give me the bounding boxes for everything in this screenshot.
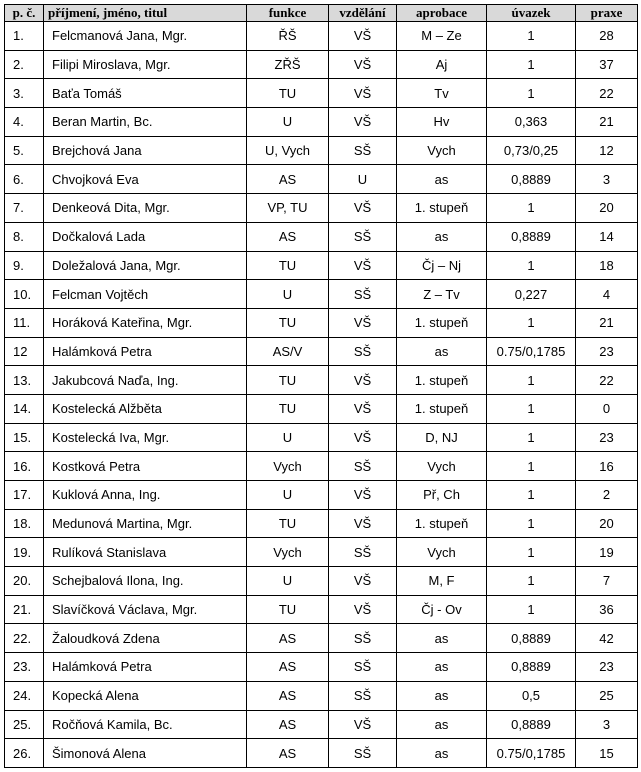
- cell-praxe: 20: [576, 509, 638, 538]
- cell-name: Filipi Miroslava, Mgr.: [44, 50, 247, 79]
- cell-vzdelani: SŠ: [329, 222, 397, 251]
- table-row: [5, 567, 638, 596]
- cell-name: Halámková Petra: [44, 653, 247, 682]
- cell-uvazek: 1: [487, 50, 576, 79]
- cell-num: 3.: [5, 79, 44, 108]
- cell-funkce: U: [247, 481, 329, 510]
- cell-num: 17.: [5, 481, 44, 510]
- cell-funkce: TU: [247, 595, 329, 624]
- cell-praxe: 18: [576, 251, 638, 280]
- cell-num: 2.: [5, 50, 44, 79]
- cell-vzdelani: VŠ: [329, 509, 397, 538]
- cell-uvazek: 1: [487, 366, 576, 395]
- cell-uvazek: 0.75/0,1785: [487, 337, 576, 366]
- cell-aprobace: Aj: [397, 50, 487, 79]
- cell-funkce: U: [247, 567, 329, 596]
- header-aprobace: aprobace: [397, 5, 487, 22]
- cell-uvazek: 1: [487, 394, 576, 423]
- table-row: [5, 710, 638, 739]
- cell-funkce: Vych: [247, 452, 329, 481]
- table-row: [5, 681, 638, 710]
- cell-vzdelani: SŠ: [329, 653, 397, 682]
- cell-uvazek: 0,363: [487, 108, 576, 137]
- cell-aprobace: 1. stupeň: [397, 509, 487, 538]
- table-row: [5, 423, 638, 452]
- cell-name: Doležalová Jana, Mgr.: [44, 251, 247, 280]
- cell-vzdelani: VŠ: [329, 251, 397, 280]
- cell-uvazek: 0,73/0,25: [487, 136, 576, 165]
- cell-funkce: AS: [247, 681, 329, 710]
- cell-num: 4.: [5, 108, 44, 137]
- cell-name: Chvojková Eva: [44, 165, 247, 194]
- cell-num: 10.: [5, 280, 44, 309]
- cell-vzdelani: SŠ: [329, 136, 397, 165]
- cell-vzdelani: SŠ: [329, 624, 397, 653]
- staff-table: [4, 4, 638, 768]
- cell-vzdelani: SŠ: [329, 452, 397, 481]
- cell-aprobace: as: [397, 222, 487, 251]
- cell-uvazek: 0.75/0,1785: [487, 739, 576, 768]
- cell-vzdelani: VŠ: [329, 710, 397, 739]
- cell-uvazek: 1: [487, 79, 576, 108]
- cell-num: 15.: [5, 423, 44, 452]
- cell-funkce: TU: [247, 79, 329, 108]
- cell-name: Kopecká Alena: [44, 681, 247, 710]
- cell-funkce: AS: [247, 165, 329, 194]
- cell-uvazek: 0,8889: [487, 653, 576, 682]
- cell-aprobace: M, F: [397, 567, 487, 596]
- table-row: [5, 194, 638, 223]
- cell-aprobace: 1. stupeň: [397, 194, 487, 223]
- cell-praxe: 42: [576, 624, 638, 653]
- cell-name: Beran Martin, Bc.: [44, 108, 247, 137]
- cell-num: 18.: [5, 509, 44, 538]
- cell-praxe: 23: [576, 337, 638, 366]
- cell-num: 6.: [5, 165, 44, 194]
- table-row: [5, 136, 638, 165]
- cell-name: Kostková Petra: [44, 452, 247, 481]
- table-row: [5, 452, 638, 481]
- cell-num: 5.: [5, 136, 44, 165]
- cell-aprobace: Vych: [397, 538, 487, 567]
- cell-praxe: 16: [576, 452, 638, 481]
- cell-name: Žaloudková Zdena: [44, 624, 247, 653]
- table-row: [5, 165, 638, 194]
- table-row: [5, 595, 638, 624]
- cell-vzdelani: SŠ: [329, 280, 397, 309]
- table-row: [5, 739, 638, 768]
- cell-aprobace: as: [397, 681, 487, 710]
- cell-name: Schejbalová Ilona, Ing.: [44, 567, 247, 596]
- cell-num: 26.: [5, 739, 44, 768]
- cell-uvazek: 0,8889: [487, 222, 576, 251]
- cell-vzdelani: VŠ: [329, 308, 397, 337]
- cell-aprobace: 1. stupeň: [397, 366, 487, 395]
- table-row: [5, 222, 638, 251]
- cell-name: Medunová Martina, Mgr.: [44, 509, 247, 538]
- cell-name: Dočkalová Lada: [44, 222, 247, 251]
- cell-vzdelani: VŠ: [329, 481, 397, 510]
- cell-num: 25.: [5, 710, 44, 739]
- cell-name: Horáková Kateřina, Mgr.: [44, 308, 247, 337]
- cell-praxe: 12: [576, 136, 638, 165]
- cell-name: Ročňová Kamila, Bc.: [44, 710, 247, 739]
- cell-name: Halámková Petra: [44, 337, 247, 366]
- table-row: [5, 366, 638, 395]
- cell-praxe: 3: [576, 710, 638, 739]
- cell-praxe: 21: [576, 108, 638, 137]
- cell-praxe: 28: [576, 22, 638, 51]
- cell-vzdelani: VŠ: [329, 194, 397, 223]
- cell-num: 1.: [5, 22, 44, 51]
- cell-aprobace: as: [397, 165, 487, 194]
- cell-num: 8.: [5, 222, 44, 251]
- cell-name: Denkeová Dita, Mgr.: [44, 194, 247, 223]
- cell-uvazek: 0,5: [487, 681, 576, 710]
- cell-uvazek: 1: [487, 509, 576, 538]
- table-row: [5, 509, 638, 538]
- cell-num: 24.: [5, 681, 44, 710]
- cell-uvazek: 1: [487, 595, 576, 624]
- table-row: [5, 108, 638, 137]
- cell-funkce: U: [247, 280, 329, 309]
- cell-num: 16.: [5, 452, 44, 481]
- cell-funkce: TU: [247, 394, 329, 423]
- cell-aprobace: Vych: [397, 452, 487, 481]
- header-row: [5, 5, 638, 22]
- cell-uvazek: 1: [487, 567, 576, 596]
- cell-aprobace: as: [397, 337, 487, 366]
- cell-funkce: AS: [247, 739, 329, 768]
- cell-funkce: TU: [247, 509, 329, 538]
- cell-num: 22.: [5, 624, 44, 653]
- cell-vzdelani: SŠ: [329, 538, 397, 567]
- cell-praxe: 37: [576, 50, 638, 79]
- header-num: p. č.: [5, 5, 44, 22]
- cell-uvazek: 1: [487, 423, 576, 452]
- cell-uvazek: 1: [487, 194, 576, 223]
- cell-aprobace: as: [397, 710, 487, 739]
- cell-funkce: U: [247, 423, 329, 452]
- cell-praxe: 0: [576, 394, 638, 423]
- cell-name: Brejchová Jana: [44, 136, 247, 165]
- table-row: [5, 50, 638, 79]
- header-vzdelani: vzdělání: [329, 5, 397, 22]
- cell-name: Kostelecká Alžběta: [44, 394, 247, 423]
- cell-vzdelani: VŠ: [329, 108, 397, 137]
- cell-praxe: 22: [576, 366, 638, 395]
- cell-aprobace: Tv: [397, 79, 487, 108]
- cell-aprobace: Vych: [397, 136, 487, 165]
- cell-praxe: 23: [576, 423, 638, 452]
- cell-funkce: AS: [247, 222, 329, 251]
- table-body: [5, 22, 638, 768]
- table-row: [5, 280, 638, 309]
- cell-praxe: 15: [576, 739, 638, 768]
- cell-name: Slavíčková Václava, Mgr.: [44, 595, 247, 624]
- cell-praxe: 2: [576, 481, 638, 510]
- cell-num: 9.: [5, 251, 44, 280]
- table-row: [5, 337, 638, 366]
- cell-vzdelani: SŠ: [329, 739, 397, 768]
- cell-vzdelani: VŠ: [329, 595, 397, 624]
- cell-praxe: 3: [576, 165, 638, 194]
- header-uvazek: úvazek: [487, 5, 576, 22]
- cell-aprobace: 1. stupeň: [397, 308, 487, 337]
- cell-name: Rulíková Stanislava: [44, 538, 247, 567]
- cell-uvazek: 0,8889: [487, 624, 576, 653]
- header-name: příjmení, jméno, titul: [44, 5, 247, 22]
- table-row: [5, 624, 638, 653]
- cell-aprobace: as: [397, 739, 487, 768]
- cell-praxe: 4: [576, 280, 638, 309]
- cell-uvazek: 0,8889: [487, 710, 576, 739]
- cell-aprobace: Čj - Ov: [397, 595, 487, 624]
- table-row: [5, 481, 638, 510]
- cell-funkce: U, Vych: [247, 136, 329, 165]
- cell-uvazek: 0,227: [487, 280, 576, 309]
- cell-praxe: 21: [576, 308, 638, 337]
- cell-uvazek: 1: [487, 22, 576, 51]
- cell-aprobace: D, NJ: [397, 423, 487, 452]
- cell-vzdelani: VŠ: [329, 567, 397, 596]
- cell-num: 13.: [5, 366, 44, 395]
- cell-vzdelani: VŠ: [329, 79, 397, 108]
- cell-praxe: 7: [576, 567, 638, 596]
- cell-praxe: 19: [576, 538, 638, 567]
- table-row: [5, 251, 638, 280]
- cell-funkce: AS/V: [247, 337, 329, 366]
- cell-num: 12: [5, 337, 44, 366]
- cell-funkce: TU: [247, 308, 329, 337]
- cell-vzdelani: SŠ: [329, 681, 397, 710]
- cell-uvazek: 1: [487, 251, 576, 280]
- cell-name: Jakubcová Naďa, Ing.: [44, 366, 247, 395]
- cell-funkce: VP, TU: [247, 194, 329, 223]
- cell-praxe: 23: [576, 653, 638, 682]
- cell-aprobace: Čj – Nj: [397, 251, 487, 280]
- cell-aprobace: Hv: [397, 108, 487, 137]
- cell-aprobace: Z – Tv: [397, 280, 487, 309]
- cell-funkce: AS: [247, 653, 329, 682]
- cell-name: Kostelecká Iva, Mgr.: [44, 423, 247, 452]
- header-praxe: praxe: [576, 5, 638, 22]
- cell-aprobace: as: [397, 653, 487, 682]
- cell-praxe: 20: [576, 194, 638, 223]
- cell-funkce: ŘŠ: [247, 22, 329, 51]
- table-row: [5, 394, 638, 423]
- cell-vzdelani: VŠ: [329, 394, 397, 423]
- cell-vzdelani: VŠ: [329, 423, 397, 452]
- cell-praxe: 25: [576, 681, 638, 710]
- cell-name: Kuklová Anna, Ing.: [44, 481, 247, 510]
- cell-vzdelani: VŠ: [329, 50, 397, 79]
- cell-num: 20.: [5, 567, 44, 596]
- cell-uvazek: 1: [487, 481, 576, 510]
- table-row: [5, 538, 638, 567]
- cell-vzdelani: SŠ: [329, 337, 397, 366]
- cell-num: 19.: [5, 538, 44, 567]
- table-row: [5, 653, 638, 682]
- cell-name: Felcman Vojtěch: [44, 280, 247, 309]
- cell-funkce: TU: [247, 366, 329, 395]
- cell-num: 14.: [5, 394, 44, 423]
- cell-uvazek: 1: [487, 452, 576, 481]
- cell-vzdelani: U: [329, 165, 397, 194]
- cell-num: 21.: [5, 595, 44, 624]
- cell-num: 7.: [5, 194, 44, 223]
- cell-funkce: AS: [247, 624, 329, 653]
- cell-name: Felcmanová Jana, Mgr.: [44, 22, 247, 51]
- table-row: [5, 79, 638, 108]
- cell-vzdelani: VŠ: [329, 22, 397, 51]
- cell-praxe: 36: [576, 595, 638, 624]
- cell-uvazek: 1: [487, 308, 576, 337]
- cell-funkce: ZŘŠ: [247, 50, 329, 79]
- cell-praxe: 22: [576, 79, 638, 108]
- cell-uvazek: 0,8889: [487, 165, 576, 194]
- cell-funkce: AS: [247, 710, 329, 739]
- cell-name: Šimonová Alena: [44, 739, 247, 768]
- cell-funkce: TU: [247, 251, 329, 280]
- cell-aprobace: as: [397, 624, 487, 653]
- cell-uvazek: 1: [487, 538, 576, 567]
- cell-num: 23.: [5, 653, 44, 682]
- cell-funkce: Vych: [247, 538, 329, 567]
- cell-funkce: U: [247, 108, 329, 137]
- header-funkce: funkce: [247, 5, 329, 22]
- cell-name: Baťa Tomáš: [44, 79, 247, 108]
- cell-num: 11.: [5, 308, 44, 337]
- cell-vzdelani: VŠ: [329, 366, 397, 395]
- cell-aprobace: 1. stupeň: [397, 394, 487, 423]
- cell-praxe: 14: [576, 222, 638, 251]
- cell-aprobace: M – Ze: [397, 22, 487, 51]
- table-row: [5, 308, 638, 337]
- table-header: [5, 5, 638, 22]
- table-row: [5, 22, 638, 51]
- cell-aprobace: Př, Ch: [397, 481, 487, 510]
